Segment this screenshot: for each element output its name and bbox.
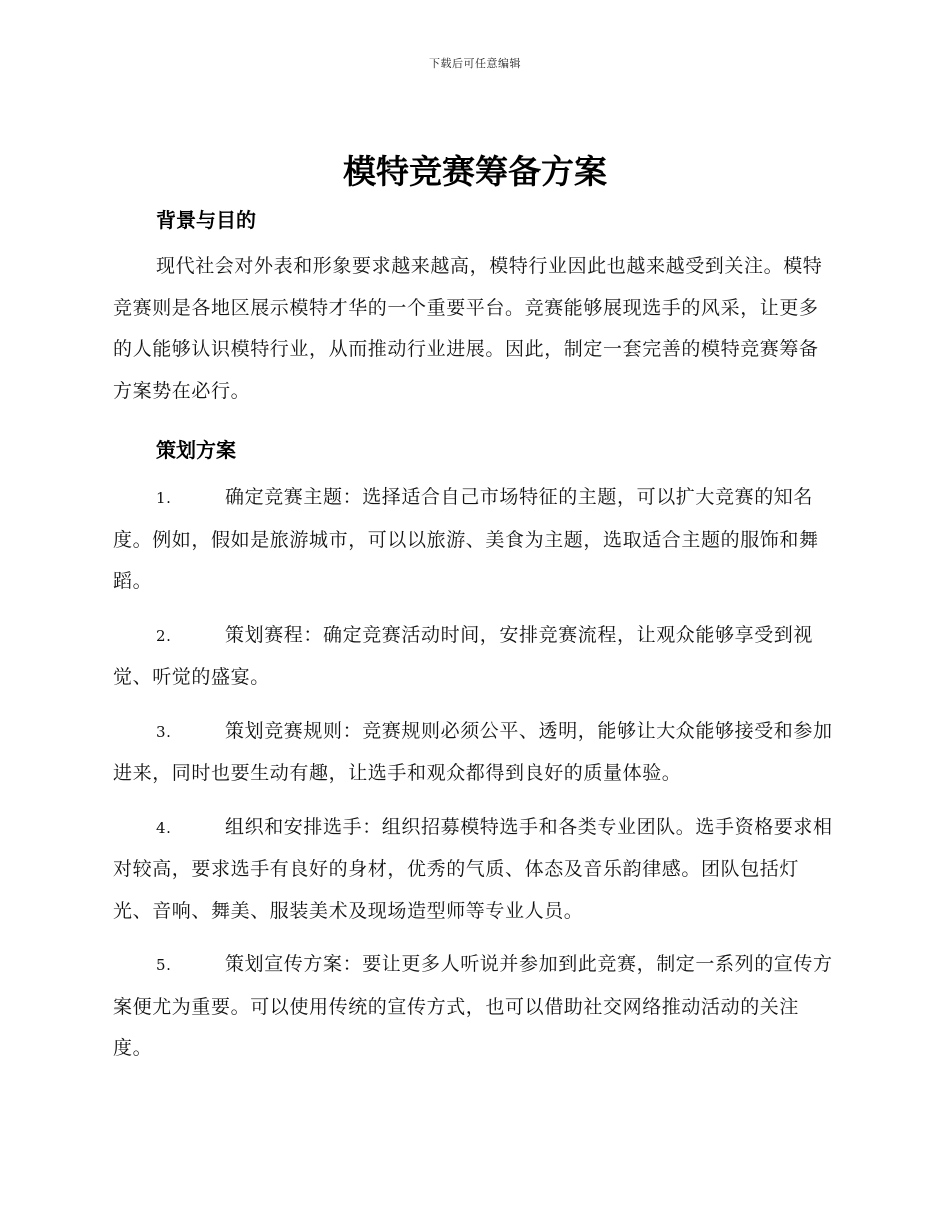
list-item-text: 策划竞赛规则：竞赛规则必须公平、透明，能够让大众能够接受和参加进来，同时也要生动有趣，让选手和观众都得到良好的质量体验。 (113, 719, 833, 784)
page-header-note: 下载后可任意编辑 (429, 57, 521, 70)
list-item (113, 615, 835, 699)
list-item-text: 策划赛程：确定竞赛活动时间，安排竞赛流程，让观众能够享受到视觉、听觉的盛宴。 (113, 623, 814, 688)
list-item (113, 944, 835, 1070)
list-item-number: 5. (156, 956, 172, 974)
list-item-number: 2. (156, 626, 172, 645)
list-item (113, 477, 835, 603)
list-item-text: 确定竞赛主题：选择适合自己市场特征的主题，可以扩大竞赛的知名度。例如，假如是旅游城市，可以以旅游、美食为主题，选取适合主题的服饰和舞蹈。 (113, 486, 819, 592)
list-item-number: 1. (156, 489, 172, 507)
planning-list (113, 477, 835, 1070)
list-item (113, 807, 835, 933)
background-paragraph: 现代社会对外表和形象要求越来越高，模特行业因此也越来越受到关注。模特竞赛则是各地区展示模特才华的一个重要平台。竞赛能够展现选手的风采，让更多的人能够认识模特行业，从而推动行业进展。因此，制定一套完善的模特竞赛筹备方案势在必行。 (113, 255, 823, 402)
list-item-text: 组织和安排选手：组织招募模特选手和各类专业团队。选手资格要求相对较高，要求选手有良好的身材，优秀的气质、体态及音乐韵律感。团队包括灯光、音响、舞美、服装美术及现场造型师等专业人员。 (113, 815, 833, 922)
document-title: 模特竞赛筹备方案 (343, 152, 607, 191)
list-item (113, 711, 835, 795)
list-item-number: 3. (156, 722, 172, 741)
list-item-text: 策划宣传方案：要让更多人听说并参加到此竞赛，制定一系列的宣传方案便尤为重要。可以使用传统的宣传方式，也可以借助社交网络推动活动的关注度。 (113, 953, 833, 1059)
section-heading-background: 背景与目的 (156, 208, 256, 232)
document-body (113, 202, 835, 1082)
section-heading-planning: 策划方案 (156, 438, 236, 462)
list-item-number: 4. (156, 818, 172, 837)
